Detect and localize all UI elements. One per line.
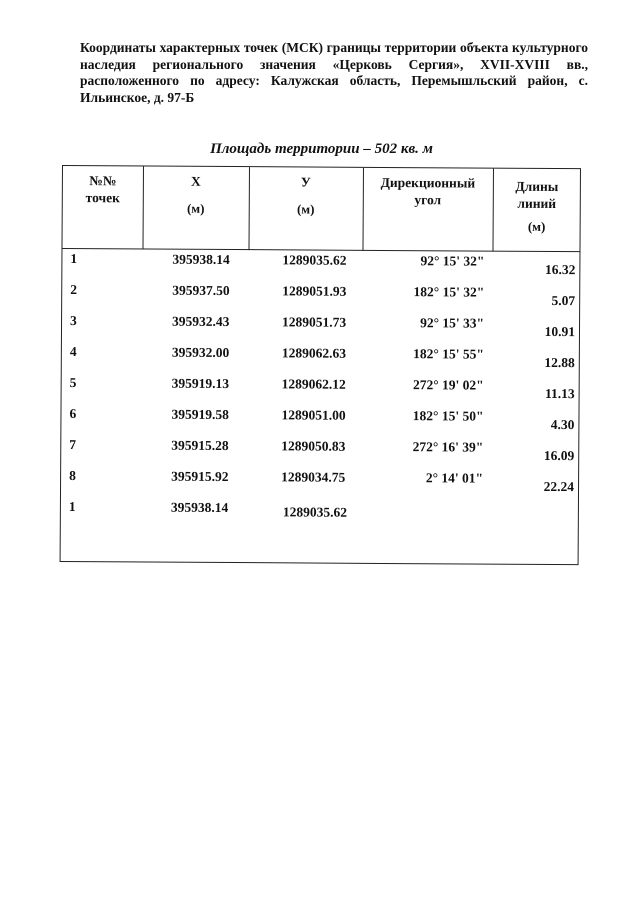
cell-angle: 182° 15' 55": [413, 346, 484, 362]
cell-point: 8: [69, 468, 76, 484]
cell-point: 1: [68, 499, 76, 515]
header-length-unit: (м): [527, 218, 546, 234]
cell-length: 16.09: [543, 447, 575, 464]
table-row: [61, 437, 578, 470]
cell-x: 395938.14: [172, 251, 230, 268]
header-length: [492, 169, 580, 252]
cell-point: 5: [69, 375, 77, 391]
table-row: [62, 344, 579, 377]
header-x-unit: (м): [186, 200, 205, 216]
header-y-unit: (м): [296, 201, 315, 217]
cell-length: 12.88: [544, 354, 575, 371]
area-subtitle: Площадь территории – 502 кв. м: [210, 141, 433, 157]
cell-x: 395915.92: [171, 468, 229, 485]
cell-x: 395938.14: [170, 499, 229, 516]
cell-angle: 272° 19' 02": [412, 377, 484, 393]
cell-x: 395915.28: [171, 437, 229, 454]
header-length-label: Длины линий: [515, 178, 559, 212]
cell-x: 395919.13: [171, 375, 230, 392]
table-row: [61, 499, 578, 532]
document-title: Координаты характерных точек (МСК) границы территории объекта культурного наследия регионального значения «Церковь Сергия», XVII-XVIII вв., расположенного по адресу: Калужская область, Перемышльский район, с. Ильинское, д. 97-Б: [80, 40, 588, 105]
cell-length: 5.07: [551, 292, 576, 309]
table-row: [61, 406, 578, 439]
table-row: [61, 468, 578, 501]
cell-x: 395932.00: [171, 344, 230, 361]
cell-point: 3: [70, 313, 77, 329]
cell-y: 1289034.75: [281, 469, 346, 485]
cell-point: 6: [69, 406, 77, 422]
cell-y: 1289051.93: [282, 283, 347, 299]
table-row: [62, 313, 579, 346]
cell-y: 1289062.12: [281, 376, 346, 392]
cell-x: 395937.50: [172, 282, 230, 299]
header-angle-label: Дирекционный угол: [380, 174, 476, 208]
cell-point: 2: [70, 282, 78, 298]
cell-length: 4.30: [550, 416, 575, 433]
header-angle: [362, 168, 492, 251]
cell-y: 1289051.00: [281, 407, 346, 423]
cell-length: 10.91: [544, 323, 576, 340]
cell-angle: 2° 14' 01": [425, 470, 484, 486]
cell-y: 1289062.63: [281, 345, 347, 361]
table-row: [62, 282, 579, 315]
cell-angle: 182° 15' 32": [413, 284, 485, 300]
cell-length: 16.32: [544, 261, 576, 278]
header-point: [62, 166, 142, 248]
cell-angle: 272° 16' 39": [412, 439, 484, 455]
cell-point: 4: [69, 344, 77, 360]
cell-y: 1289050.83: [281, 438, 346, 454]
cell-y: 1289035.62: [282, 504, 348, 520]
cell-angle: 92° 15' 32": [420, 253, 485, 269]
cell-point: 1: [70, 251, 78, 267]
cell-x: 395932.43: [172, 313, 230, 330]
cell-angle: 92° 15' 33": [420, 315, 485, 331]
header-y-label: У: [300, 174, 311, 190]
cell-length: 22.24: [543, 478, 575, 495]
coordinates-table: [60, 165, 581, 565]
table-row: [62, 375, 579, 408]
table-row: [62, 251, 579, 284]
cell-y: 1289051.73: [282, 314, 347, 330]
cell-y: 1289035.62: [282, 252, 347, 268]
cell-point: 7: [69, 437, 77, 453]
header-x-label: X: [190, 173, 201, 189]
cell-x: 395919.58: [171, 406, 229, 423]
cell-angle: 182° 15' 50": [412, 408, 484, 424]
header-x: [142, 166, 248, 249]
header-y: [248, 167, 362, 250]
cell-length: 11.13: [544, 385, 575, 402]
header-point-label: №№ точек: [85, 173, 120, 206]
